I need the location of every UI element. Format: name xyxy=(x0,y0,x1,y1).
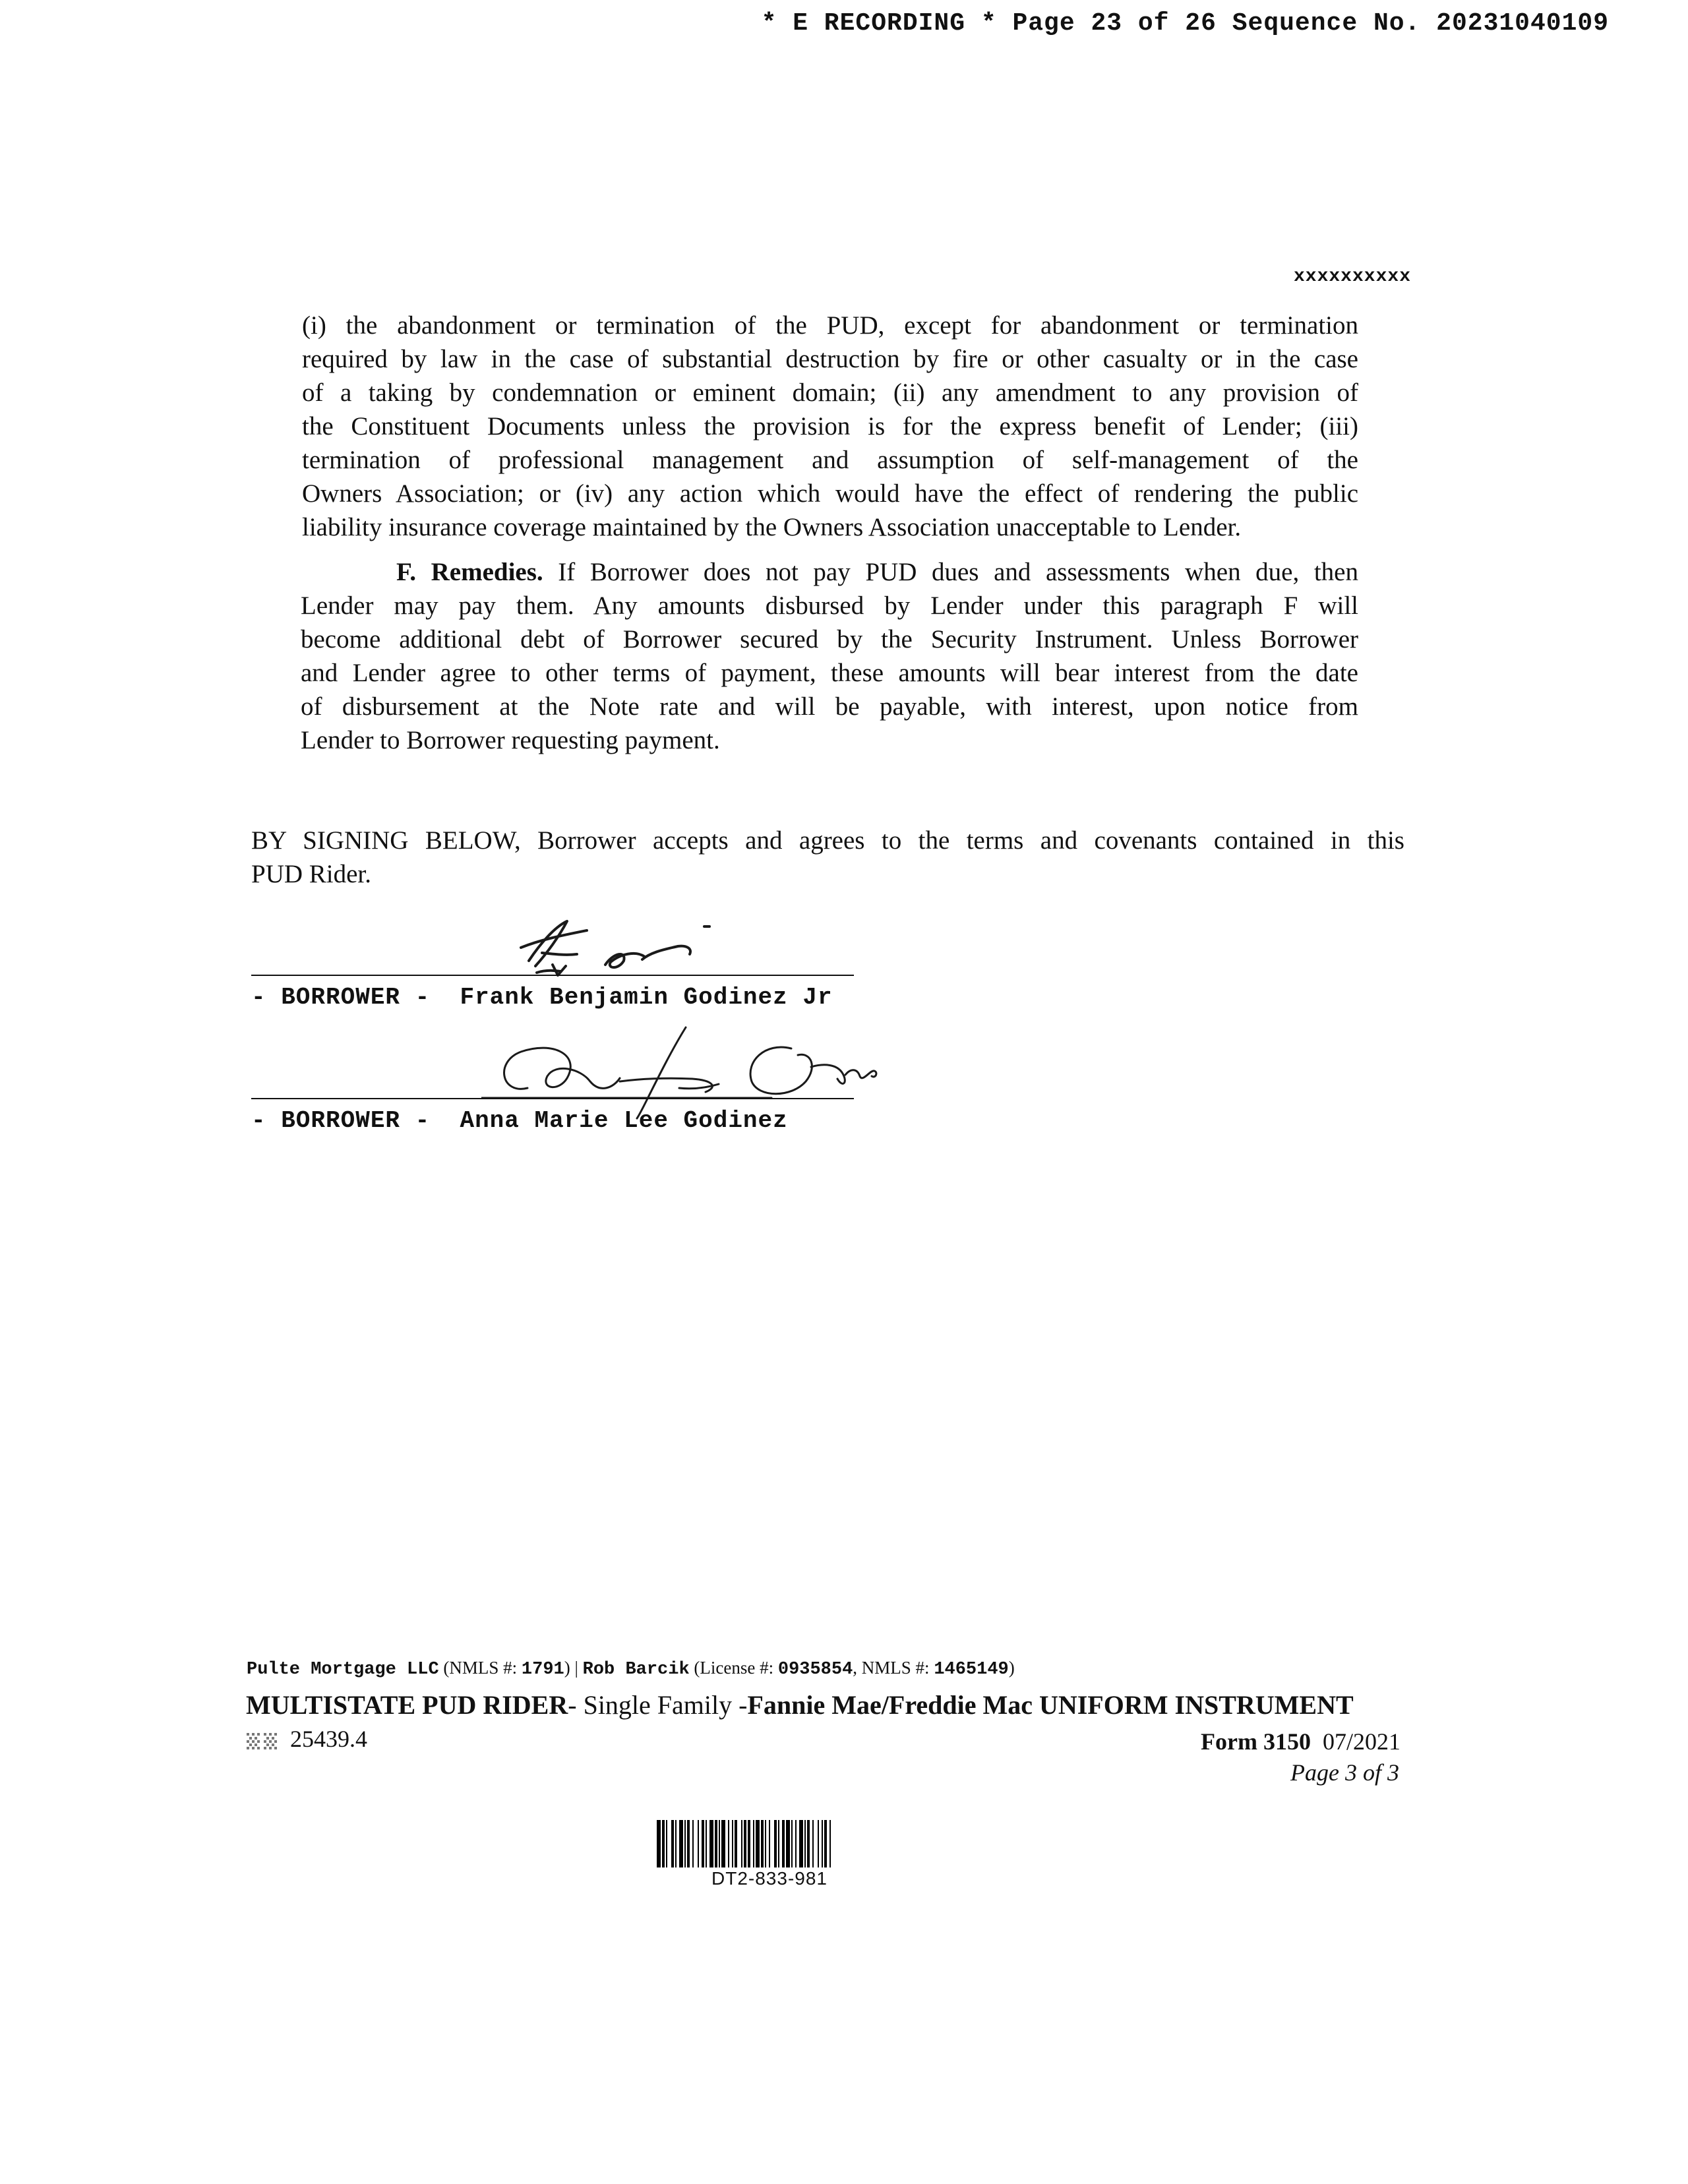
barcode-bar xyxy=(822,1820,823,1867)
barcode-text: DT2-833-981 xyxy=(711,1868,828,1889)
label-text: (License #: xyxy=(689,1658,778,1678)
signing-statement xyxy=(251,824,1404,891)
barcode-bar xyxy=(715,1820,717,1867)
barcode-image xyxy=(657,1820,882,1867)
barcode-bar xyxy=(791,1820,793,1867)
barcode-bar xyxy=(748,1820,750,1867)
barcode-bar xyxy=(662,1820,665,1867)
paragraph-heading: F. Remedies. xyxy=(396,558,543,586)
form-title-subtype: - Single Family - xyxy=(568,1690,748,1720)
barcode-bar xyxy=(774,1820,777,1867)
barcode-bar xyxy=(786,1820,790,1867)
borrower-role-label: - BORROWER - xyxy=(251,1107,431,1134)
text-line: required by law in the case of substantial destruction by fire or other casualty or in the case xyxy=(302,345,1358,373)
paragraph-f-remedies xyxy=(301,555,1358,757)
paragraph-e-continued xyxy=(302,309,1358,544)
barcode-bar xyxy=(761,1820,764,1867)
form-date: 07/2021 xyxy=(1322,1728,1401,1755)
text-line: liability insurance coverage maintained by the Owners Association unacceptable to Lender. xyxy=(302,513,1242,541)
text-line: BY SIGNING BELOW, Borrower accepts and agrees to the terms and covenants contained in this xyxy=(251,826,1404,855)
company-nmls: 1791 xyxy=(521,1660,564,1680)
borrower-role-label: - BORROWER - xyxy=(251,984,431,1011)
barcode-bar xyxy=(684,1820,686,1867)
borrower-name: Frank Benjamin Godinez Jr xyxy=(460,984,833,1011)
form-logo-icon xyxy=(247,1733,277,1750)
originator-company: Pulte Mortgage LLC xyxy=(247,1660,439,1680)
barcode-bar xyxy=(709,1820,713,1867)
barcode-bar xyxy=(807,1820,810,1867)
barcode-bar xyxy=(687,1820,690,1867)
barcode-bar xyxy=(756,1820,760,1867)
barcode-bar xyxy=(719,1820,720,1867)
text-line: termination of professional management and assumption of self-management of the xyxy=(302,446,1358,474)
barcode-bar xyxy=(804,1820,806,1867)
document-number xyxy=(247,1725,367,1753)
text-line: PUD Rider. xyxy=(251,860,372,888)
barcode-bar xyxy=(782,1820,785,1867)
barcode-bar xyxy=(795,1820,797,1867)
form-title-instrument: Fannie Mae/Freddie Mac UNIFORM INSTRUMENT xyxy=(747,1690,1354,1720)
officer-license: 0935854 xyxy=(777,1660,853,1680)
document-number-value: 25439.4 xyxy=(290,1726,367,1752)
barcode-bar xyxy=(657,1820,661,1867)
barcode-bar xyxy=(735,1820,737,1867)
barcode-bar xyxy=(732,1820,733,1867)
form-title xyxy=(246,1689,1354,1720)
signature-image-anna xyxy=(481,1016,917,1121)
barcode-bar xyxy=(698,1820,699,1867)
barcode-bar xyxy=(679,1820,683,1867)
signature-image-frank xyxy=(495,907,771,986)
barcode-bar xyxy=(702,1820,704,1867)
barcode-bar xyxy=(812,1820,814,1867)
recording-header: * E RECORDING * Page 23 of 26 Sequence No. 20231040109 xyxy=(761,9,1609,38)
text-line: the Constituent Documents unless the provision is for the express benefit of Lender; (iii) xyxy=(302,412,1358,440)
barcode-bar xyxy=(706,1820,707,1867)
borrower-name: Anna Marie Lee Godinez xyxy=(460,1107,788,1134)
signature-line xyxy=(251,1098,854,1099)
text-line: Lender to Borrower requesting payment. xyxy=(301,726,720,754)
barcode-bar xyxy=(799,1820,803,1867)
barcode-bar xyxy=(692,1820,694,1867)
loan-number-masked: xxxxxxxxxx xyxy=(1293,266,1411,287)
form-number xyxy=(1068,1728,1401,1755)
officer-nmls: 1465149 xyxy=(934,1660,1009,1680)
barcode-bar xyxy=(666,1820,667,1867)
text-line: and Lender agree to other terms of payment, these amounts will bear interest from the date xyxy=(301,659,1358,687)
loan-originator-line xyxy=(247,1658,1015,1680)
signature-line xyxy=(251,975,854,976)
barcode-bar xyxy=(744,1820,746,1867)
borrower-signature-block-2 xyxy=(251,1107,788,1134)
barcode-bar xyxy=(671,1820,674,1867)
text-line: Lender may pay them. Any amounts disbursed by Lender under this paragraph F will xyxy=(301,592,1358,620)
label-text: ) xyxy=(1008,1658,1015,1678)
page-number: Page 3 of 3 xyxy=(1290,1759,1399,1786)
barcode-bar xyxy=(741,1820,742,1867)
label-text: , NMLS #: xyxy=(853,1658,934,1678)
label-text: (NMLS #: xyxy=(438,1658,522,1678)
barcode-bar xyxy=(753,1820,754,1867)
barcode-bar xyxy=(765,1820,766,1867)
barcode-bar xyxy=(675,1820,677,1867)
text-line: become additional debt of Borrower secured by the Security Instrument. Unless Borrower xyxy=(301,625,1358,653)
form-title-main: MULTISTATE PUD RIDER xyxy=(246,1690,568,1720)
form-label: Form 3150 xyxy=(1201,1728,1311,1755)
originator-officer: Rob Barcik xyxy=(582,1660,690,1680)
text-fragment: If Borrower does not pay PUD dues and assessments when due, then xyxy=(543,558,1358,586)
barcode-bar xyxy=(824,1820,827,1867)
text-line: of a taking by condemnation or eminent domain; (ii) any amendment to any provision of xyxy=(302,379,1358,407)
borrower-signature-block-1 xyxy=(251,984,833,1011)
text-line: of disbursement at the Note rate and will be payable, with interest, upon notice from xyxy=(301,692,1358,721)
barcode-bar xyxy=(829,1820,831,1867)
text-line: Owners Association; or (iv) any action which would have the effect of rendering the public xyxy=(302,479,1358,508)
barcode-bar xyxy=(778,1820,779,1867)
text-line: (i) the abandonment or termination of the PUD, except for abandonment or termination xyxy=(302,311,1358,340)
label-text: ) | xyxy=(564,1658,583,1678)
text-line xyxy=(301,555,1358,589)
barcode-bar xyxy=(721,1820,725,1867)
barcode-bar xyxy=(728,1820,729,1867)
barcode-bar xyxy=(818,1820,819,1867)
barcode-bar xyxy=(769,1820,770,1867)
